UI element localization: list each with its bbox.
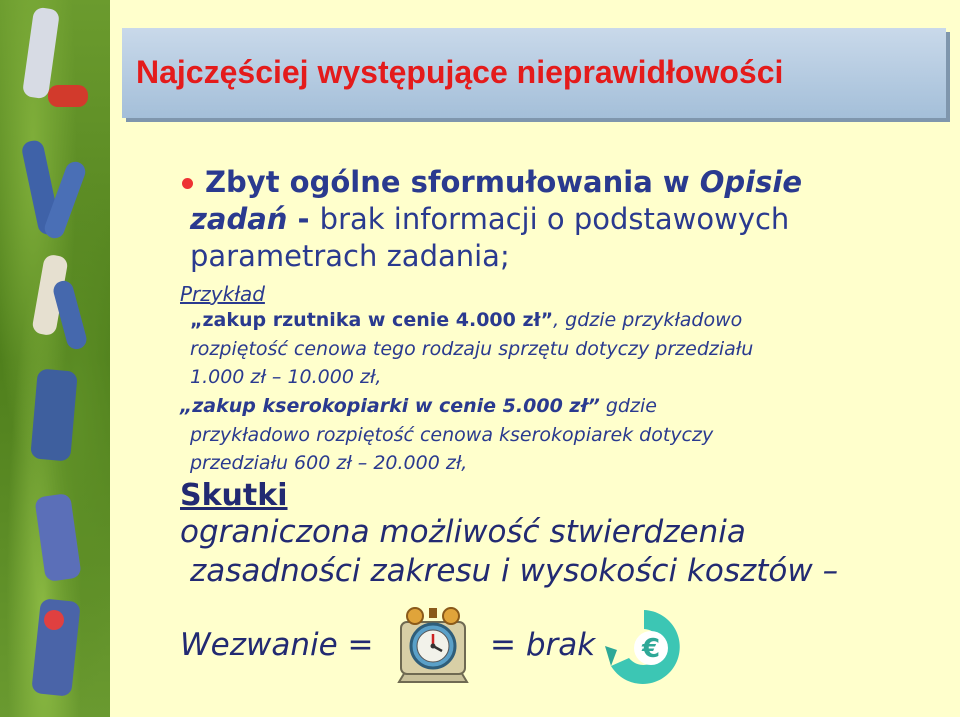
person-figure — [34, 493, 81, 582]
page-title: Najczęściej występujące nieprawidłowości — [136, 54, 784, 90]
example-1-rest: , gdzie przykładowo — [553, 309, 743, 331]
example-2-rest: gdzie — [599, 395, 657, 417]
example-1-line-1 — [190, 309, 742, 331]
bullet-line-3 — [190, 239, 510, 273]
example-2-line-3: przedziału 600 zł – 20.000 zł, — [190, 452, 468, 474]
bullet-dash: - — [287, 202, 320, 236]
skutek-line-1: ograniczona możliwość stwierdzenia — [180, 514, 746, 550]
alarm-clock-icon — [393, 602, 473, 686]
bullet-line-1 — [205, 165, 802, 199]
person-figure — [44, 610, 64, 630]
bullet-icon — [182, 178, 193, 189]
bullet-bold-text: Zbyt ogólne sformułowania w — [205, 165, 700, 199]
example-1-bold: „zakup rzutnika w cenie 4.000 zł” — [190, 309, 554, 331]
skutki-heading: Skutki — [180, 478, 288, 513]
skutek-line-2: zasadności zakresu i wysokości kosztów – — [190, 553, 839, 589]
person-figure — [48, 85, 88, 107]
decorative-photo-strip — [0, 0, 110, 717]
bullet-bold-italic-text: zadań — [190, 202, 288, 236]
bullet-line-2 — [190, 202, 789, 236]
example-label: Przykład — [180, 282, 265, 306]
person-figure — [30, 368, 78, 461]
bullet-normal-text: brak informacji o podstawowych — [319, 202, 790, 236]
svg-text:€: € — [641, 634, 661, 664]
example-2-bold: „zakup kserokopiarki w cenie 5.000 zł” — [180, 395, 600, 417]
title-bar — [122, 28, 946, 118]
wezwanie-text: Wezwanie = — [180, 627, 374, 663]
example-1-line-3: 1.000 zł – 10.000 zł, — [190, 366, 382, 388]
example-1-line-2: rozpiętość cenowa tego rodzaju sprzętu dotyczy przedziału — [190, 338, 754, 360]
example-2-line-1 — [180, 395, 657, 417]
bullet-normal-text: parametrach zadania; — [190, 239, 510, 273]
brak-text: = brak — [490, 627, 596, 663]
example-2-line-2: przykładowo rozpiętość cenowa kserokopiarek dotyczy — [190, 424, 714, 446]
euro-icon — [603, 606, 685, 688]
bullet-bold-italic-text: Opisie — [699, 165, 802, 199]
